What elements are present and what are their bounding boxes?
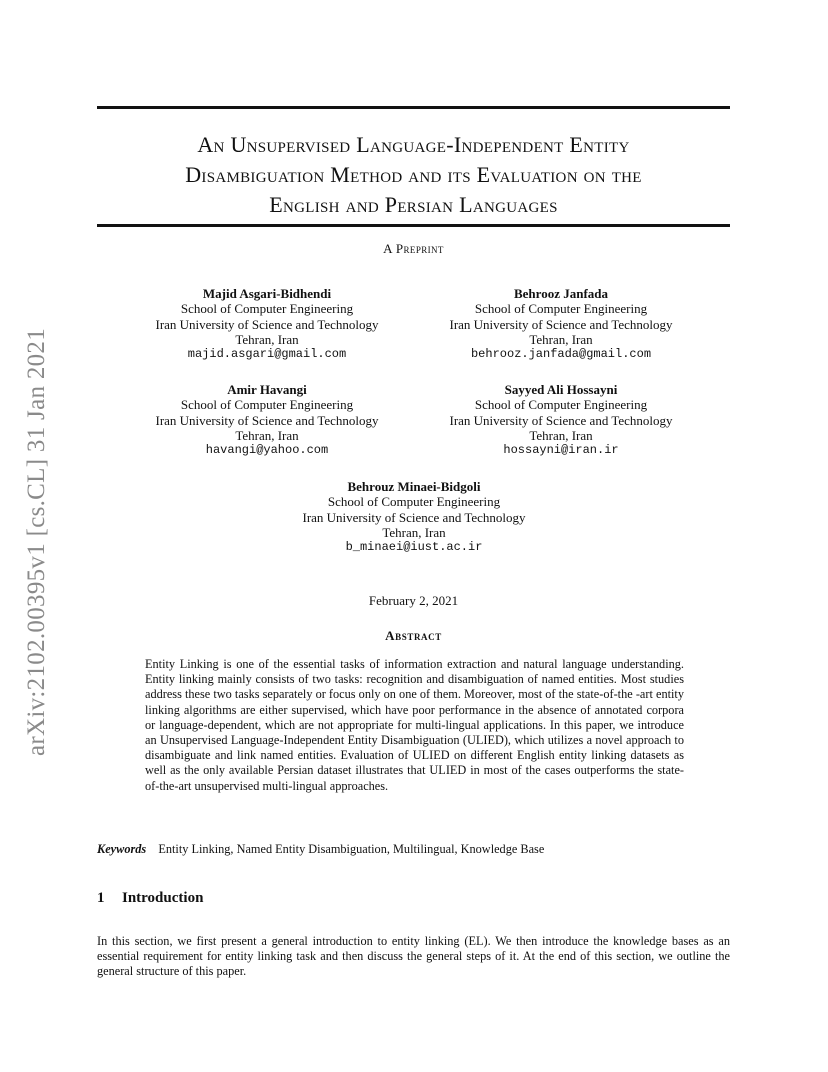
title-line-2: Disambiguation Method and its Evaluation on the xyxy=(185,162,642,187)
keywords-line xyxy=(97,842,730,857)
author-name: Sayyed Ali Hossayni xyxy=(504,382,618,397)
author-name: Behrouz Minaei-Bidgoli xyxy=(347,479,481,494)
author-location: Tehran, Iran xyxy=(529,331,593,347)
abstract-heading: Abstract xyxy=(385,628,442,643)
author-block-3 xyxy=(136,382,398,458)
author-location: Tehran, Iran xyxy=(235,331,299,347)
author-univ: Iran University of Science and Technology xyxy=(302,509,526,525)
author-univ: Iran University of Science and Technology xyxy=(155,412,379,428)
author-dept: School of Computer Engineering xyxy=(180,301,354,317)
section-heading xyxy=(97,890,203,907)
author-name: Amir Havangi xyxy=(227,382,307,397)
intro-paragraph: In this section, we first present a general introduction to entity linking (EL). We then introduce the knowledge bases as an essential requirement for entity linking task and then discuss the general steps of it. At the end of this section, we outline the general structure of this paper. xyxy=(97,934,730,979)
author-name: Majid Asgari-Bidhendi xyxy=(202,286,332,301)
abstract-body: Entity Linking is one of the essential tasks of information extraction and natural language understanding. Entity linking mainly consists of two tasks: recognition and disambiguation of named entities. Most studies address these two tasks separately or focus only on one of them. Moreover, most of the state-of-the -art entity linking algorithms are either supervised, which have poor performance in the absence of annotated corpora or language-dependent, which are not appropriate for multi-lingual applications. In this paper, we introduce an Unsupervised Language-Independent Entity Disambiguation (ULIED), which utilizes a novel approach to disambiguate and link named entities. Evaluation of ULIED on different English entity linking datasets as well as the only available Persian dataset illustrates that ULIED in most of the cases outperforms the state-of-the-art unsupervised multi-lingual approaches. xyxy=(145,657,684,793)
title-top-rule xyxy=(97,106,730,109)
author-univ: Iran University of Science and Technology xyxy=(449,412,673,428)
author-email[interactable]: b_minaei@iust.ac.ir xyxy=(345,540,483,555)
author-email[interactable]: havangi@yahoo.com xyxy=(205,443,329,458)
keywords-text: Entity Linking, Named Entity Disambiguation, Multilingual, Knowledge Base xyxy=(158,842,545,856)
arxiv-stamp: arXiv:2102.00395v1 [cs.CL] 31 Jan 2021 xyxy=(23,327,50,756)
title-bottom-rule xyxy=(97,224,730,227)
author-location: Tehran, Iran xyxy=(235,427,299,443)
author-location: Tehran, Iran xyxy=(529,427,593,443)
author-block-5 xyxy=(283,479,545,555)
author-dept: School of Computer Engineering xyxy=(327,494,501,510)
title-line-3: English and Persian Languages xyxy=(269,192,558,217)
section-title: Introduction xyxy=(122,890,204,906)
author-block-4 xyxy=(430,382,692,458)
author-location: Tehran, Iran xyxy=(382,524,446,540)
author-block-1 xyxy=(136,286,398,362)
paper-title xyxy=(97,130,730,220)
author-univ: Iran University of Science and Technology xyxy=(155,316,379,332)
author-dept: School of Computer Engineering xyxy=(474,397,648,413)
section-number: 1 xyxy=(97,890,105,906)
preprint-label: A Preprint xyxy=(383,241,444,256)
author-name: Behrooz Janfada xyxy=(513,286,608,301)
author-email[interactable]: behrooz.janfada@gmail.com xyxy=(470,347,652,362)
keywords-label: Keywords xyxy=(97,842,147,856)
publication-date: February 2, 2021 xyxy=(368,593,459,608)
author-email[interactable]: majid.asgari@gmail.com xyxy=(187,347,347,362)
author-email[interactable]: hossayni@iran.ir xyxy=(503,443,619,458)
author-univ: Iran University of Science and Technology xyxy=(449,316,673,332)
author-dept: School of Computer Engineering xyxy=(180,397,354,413)
author-block-2 xyxy=(430,286,692,362)
author-dept: School of Computer Engineering xyxy=(474,301,648,317)
title-line-1: An Unsupervised Language-Independent Entity xyxy=(197,132,630,157)
